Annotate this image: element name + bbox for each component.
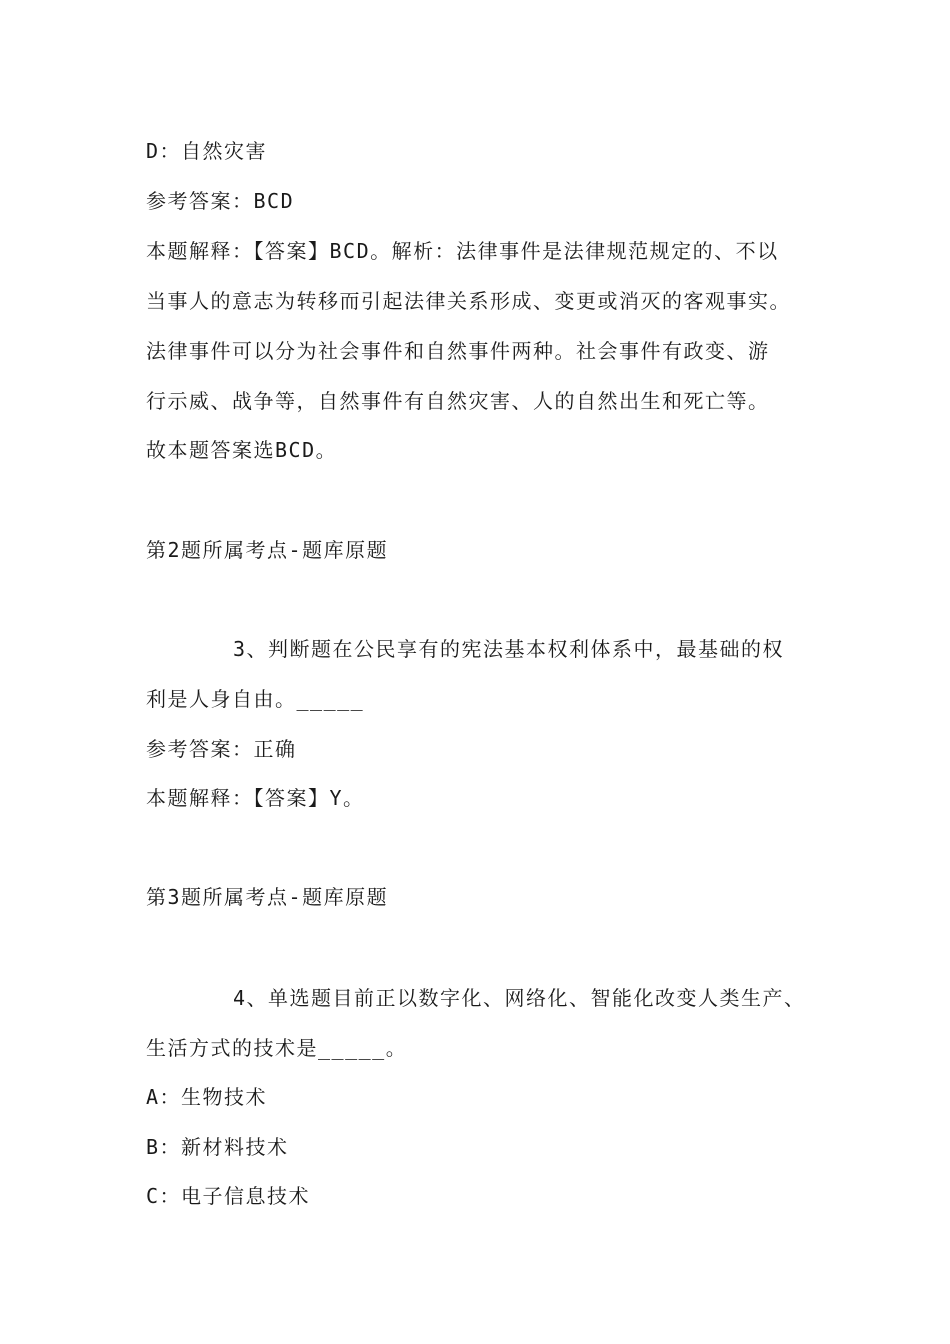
- question-stem: 4、单选题目前正以数字化、网络化、智能化改变人类生产、: [233, 986, 806, 1010]
- explanation-line: 故本题答案选BCD。: [146, 438, 338, 462]
- knowledge-point: 第2题所属考点-题库原题: [146, 538, 389, 562]
- question-stem: 3、判断题在公民享有的宪法基本权利体系中，最基础的权: [233, 637, 785, 661]
- explanation-line: 法律事件可以分为社会事件和自然事件两种。社会事件有政变、游: [146, 339, 770, 363]
- knowledge-point: 第3题所属考点-题库原题: [146, 885, 389, 909]
- explanation-line: 本题解释：【答案】Y。: [146, 786, 365, 810]
- option-c: C：电子信息技术: [146, 1184, 311, 1208]
- question-stem: 利是人身自由。_____: [146, 687, 365, 711]
- explanation-line: 行示威、战争等，自然事件有自然灾害、人的自然出生和死亡等。: [146, 389, 770, 413]
- explanation-line: 本题解释：【答案】BCD。解析：法律事件是法律规范规定的、不以: [146, 239, 779, 263]
- question-stem: 生活方式的技术是_____。: [146, 1036, 408, 1060]
- reference-answer: 参考答案：BCD: [146, 189, 295, 213]
- option-b: B：新材料技术: [146, 1135, 289, 1159]
- explanation-line: 当事人的意志为转移而引起法律关系形成、变更或消灭的客观事实。: [146, 289, 791, 313]
- option-d: D：自然灾害: [146, 139, 268, 163]
- reference-answer: 参考答案：正确: [146, 737, 297, 761]
- option-a: A：生物技术: [146, 1085, 268, 1109]
